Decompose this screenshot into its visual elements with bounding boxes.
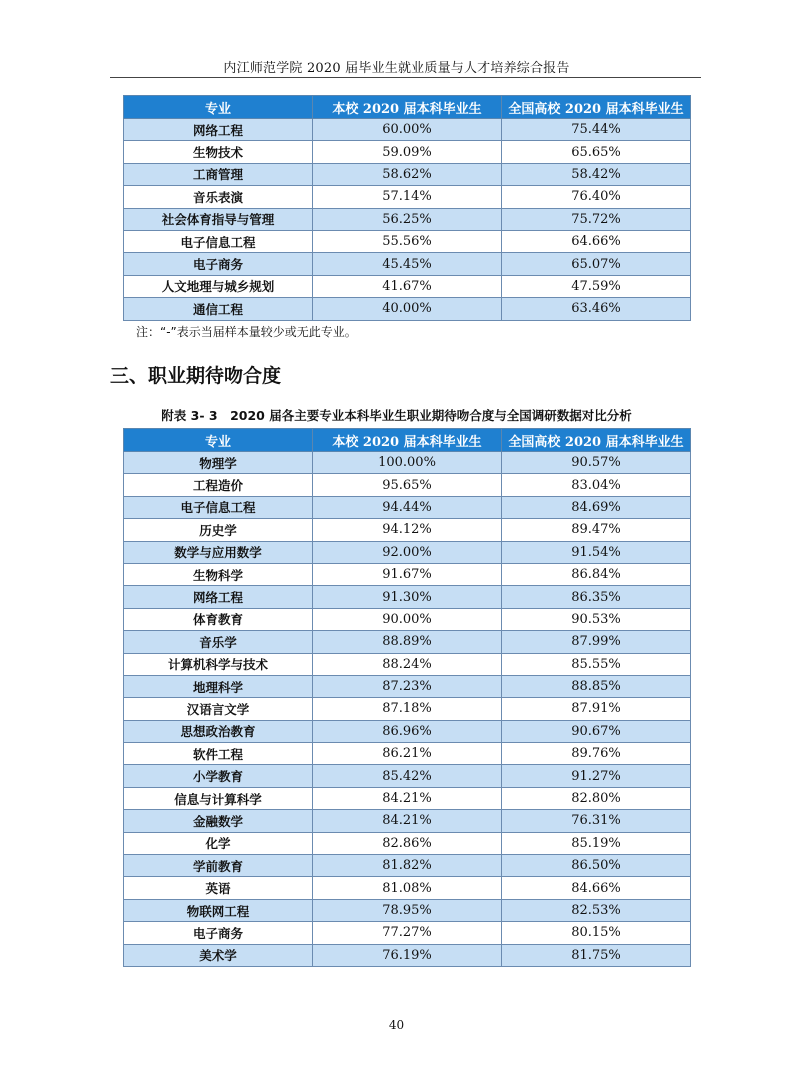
cell-school-rate: 95.65% (313, 474, 502, 496)
cell-school-rate: 100.00% (313, 452, 502, 474)
table-row (124, 944, 691, 966)
cell-national-rate: 90.57% (502, 452, 691, 474)
cell-national-rate: 88.85% (502, 675, 691, 697)
cell-school-rate: 40.00% (313, 298, 502, 320)
cell-major: 电子商务 (124, 922, 313, 944)
table-row (124, 675, 691, 697)
cell-school-rate: 84.21% (313, 787, 502, 809)
cell-national-rate: 63.46% (502, 298, 691, 320)
cell-major: 化学 (124, 832, 313, 854)
cell-national-rate: 89.76% (502, 743, 691, 765)
cell-major: 历史学 (124, 519, 313, 541)
cell-national-rate: 76.40% (502, 186, 691, 208)
table-row (124, 163, 691, 185)
table-row (124, 474, 691, 496)
cell-national-rate: 86.35% (502, 586, 691, 608)
cell-school-rate: 88.24% (313, 653, 502, 675)
table-row (124, 541, 691, 563)
cell-national-rate: 82.53% (502, 899, 691, 921)
cell-national-rate: 91.27% (502, 765, 691, 787)
cell-school-rate: 58.62% (313, 163, 502, 185)
cell-national-rate: 81.75% (502, 944, 691, 966)
table-row (124, 743, 691, 765)
cell-national-rate: 76.31% (502, 810, 691, 832)
header-divider (110, 77, 701, 78)
table-row (124, 586, 691, 608)
cell-national-rate: 75.72% (502, 208, 691, 230)
cell-major: 人文地理与城乡规划 (124, 275, 313, 297)
cell-national-rate: 84.66% (502, 877, 691, 899)
table-row (124, 631, 691, 653)
major-comparison-table-2 (123, 428, 691, 967)
cell-major: 网络工程 (124, 119, 313, 141)
cell-school-rate: 94.44% (313, 496, 502, 518)
cell-school-rate: 78.95% (313, 899, 502, 921)
cell-major: 工程造价 (124, 474, 313, 496)
column-header-major: 专业 (124, 96, 313, 119)
cell-national-rate: 90.53% (502, 608, 691, 630)
cell-national-rate: 82.80% (502, 787, 691, 809)
cell-major: 金融数学 (124, 810, 313, 832)
table-note: 注：“-”表示当届样本量较少或无此专业。 (136, 325, 357, 339)
table-row (124, 298, 691, 320)
cell-major: 电子信息工程 (124, 230, 313, 252)
cell-major: 音乐学 (124, 631, 313, 653)
cell-school-rate: 57.14% (313, 186, 502, 208)
cell-major: 小学教育 (124, 765, 313, 787)
table-row (124, 119, 691, 141)
cell-school-rate: 88.89% (313, 631, 502, 653)
cell-school-rate: 90.00% (313, 608, 502, 630)
cell-major: 工商管理 (124, 163, 313, 185)
cell-school-rate: 81.82% (313, 855, 502, 877)
table-row (124, 230, 691, 252)
table-row (124, 186, 691, 208)
cell-national-rate: 90.67% (502, 720, 691, 742)
cell-major: 信息与计算科学 (124, 787, 313, 809)
table-row (124, 787, 691, 809)
cell-national-rate: 86.50% (502, 855, 691, 877)
cell-school-rate: 86.21% (313, 743, 502, 765)
cell-national-rate: 83.04% (502, 474, 691, 496)
cell-school-rate: 81.08% (313, 877, 502, 899)
cell-major: 生物技术 (124, 141, 313, 163)
table-row (124, 496, 691, 518)
cell-national-rate: 89.47% (502, 519, 691, 541)
cell-national-rate: 85.55% (502, 653, 691, 675)
table-row (124, 765, 691, 787)
cell-major: 软件工程 (124, 743, 313, 765)
cell-major: 音乐表演 (124, 186, 313, 208)
column-header-school: 本校 2020 届本科毕业生 (313, 429, 502, 452)
cell-major: 英语 (124, 877, 313, 899)
cell-school-rate: 86.96% (313, 720, 502, 742)
page-number: 40 (388, 1018, 405, 1032)
cell-school-rate: 77.27% (313, 922, 502, 944)
cell-major: 思想政治教育 (124, 720, 313, 742)
table-header-row (124, 96, 691, 119)
cell-national-rate: 58.42% (502, 163, 691, 185)
cell-major: 社会体育指导与管理 (124, 208, 313, 230)
cell-national-rate: 64.66% (502, 230, 691, 252)
cell-school-rate: 91.67% (313, 563, 502, 585)
table-row (124, 253, 691, 275)
table-row (124, 452, 691, 474)
cell-school-rate: 87.18% (313, 698, 502, 720)
cell-major: 网络工程 (124, 586, 313, 608)
cell-school-rate: 87.23% (313, 675, 502, 697)
cell-major: 物联网工程 (124, 899, 313, 921)
cell-school-rate: 92.00% (313, 541, 502, 563)
table-row (124, 922, 691, 944)
table-header-row (124, 429, 691, 452)
cell-major: 计算机科学与技术 (124, 653, 313, 675)
column-header-national: 全国高校 2020 届本科毕业生 (502, 96, 691, 119)
cell-school-rate: 84.21% (313, 810, 502, 832)
table-row (124, 877, 691, 899)
cell-national-rate: 65.65% (502, 141, 691, 163)
cell-school-rate: 91.30% (313, 586, 502, 608)
table-row (124, 899, 691, 921)
cell-major: 数学与应用数学 (124, 541, 313, 563)
cell-major: 物理学 (124, 452, 313, 474)
cell-school-rate: 76.19% (313, 944, 502, 966)
cell-school-rate: 41.67% (313, 275, 502, 297)
cell-school-rate: 85.42% (313, 765, 502, 787)
cell-school-rate: 94.12% (313, 519, 502, 541)
cell-school-rate: 45.45% (313, 253, 502, 275)
table-caption: 附表 3- 3 2020 届各主要专业本科毕业生职业期待吻合度与全国调研数据对比分析 (161, 408, 632, 423)
cell-major: 电子商务 (124, 253, 313, 275)
cell-school-rate: 56.25% (313, 208, 502, 230)
cell-school-rate: 60.00% (313, 119, 502, 141)
table-row (124, 832, 691, 854)
section-heading: 三、职业期待吻合度 (110, 365, 282, 387)
table-row (124, 141, 691, 163)
cell-major: 通信工程 (124, 298, 313, 320)
cell-school-rate: 59.09% (313, 141, 502, 163)
cell-school-rate: 82.86% (313, 832, 502, 854)
table-row (124, 275, 691, 297)
cell-major: 学前教育 (124, 855, 313, 877)
table-row (124, 653, 691, 675)
cell-national-rate: 80.15% (502, 922, 691, 944)
column-header-school: 本校 2020 届本科毕业生 (313, 96, 502, 119)
table-row (124, 519, 691, 541)
column-header-national: 全国高校 2020 届本科毕业生 (502, 429, 691, 452)
cell-national-rate: 91.54% (502, 541, 691, 563)
cell-major: 生物科学 (124, 563, 313, 585)
cell-major: 电子信息工程 (124, 496, 313, 518)
cell-major: 地理科学 (124, 675, 313, 697)
table-row (124, 563, 691, 585)
cell-national-rate: 75.44% (502, 119, 691, 141)
column-header-major: 专业 (124, 429, 313, 452)
cell-national-rate: 85.19% (502, 832, 691, 854)
cell-national-rate: 87.99% (502, 631, 691, 653)
cell-major: 体育教育 (124, 608, 313, 630)
table-row (124, 810, 691, 832)
cell-national-rate: 47.59% (502, 275, 691, 297)
cell-major: 美术学 (124, 944, 313, 966)
major-comparison-table-1 (123, 95, 691, 321)
cell-national-rate: 65.07% (502, 253, 691, 275)
table-row (124, 855, 691, 877)
cell-school-rate: 55.56% (313, 230, 502, 252)
table-row (124, 698, 691, 720)
cell-major: 汉语言文学 (124, 698, 313, 720)
cell-national-rate: 84.69% (502, 496, 691, 518)
cell-national-rate: 87.91% (502, 698, 691, 720)
page-header-title: 内江师范学院 2020 届毕业生就业质量与人才培养综合报告 (223, 61, 570, 76)
table-row (124, 208, 691, 230)
table-row (124, 608, 691, 630)
table-row (124, 720, 691, 742)
cell-national-rate: 86.84% (502, 563, 691, 585)
